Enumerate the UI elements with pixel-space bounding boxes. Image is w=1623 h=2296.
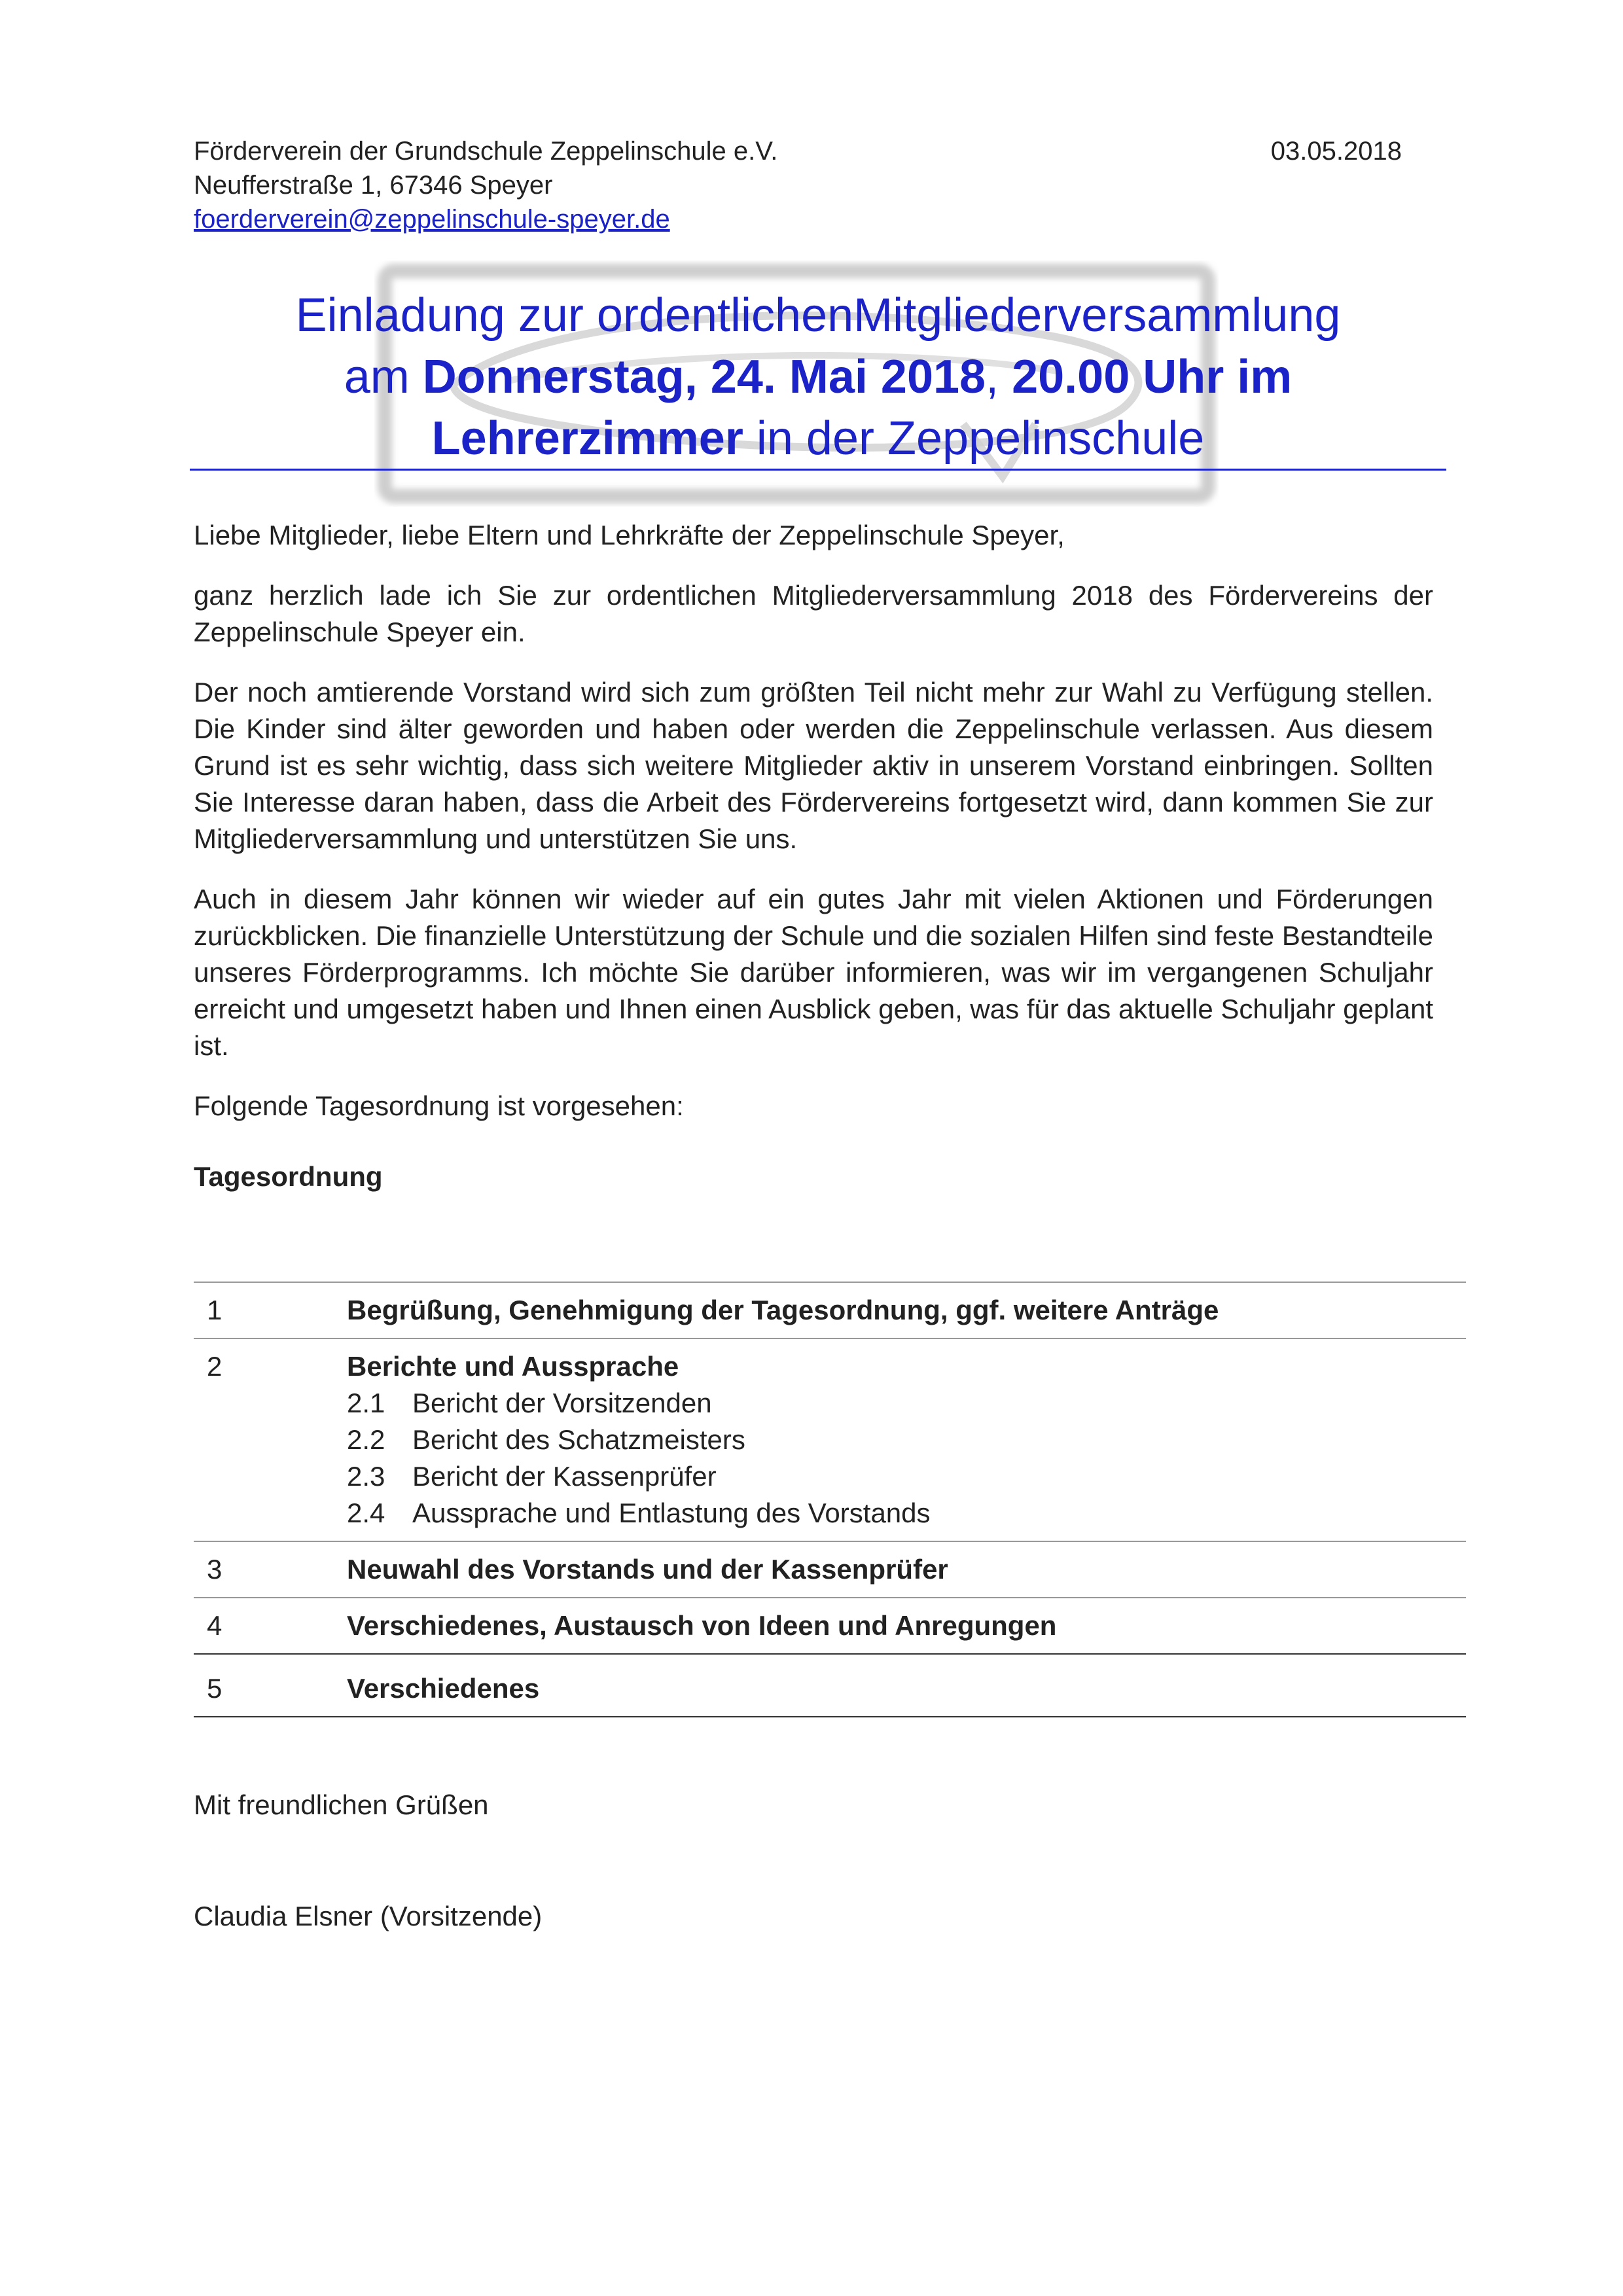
table-row [194,1654,1466,1717]
paragraph-3: Auch in diesem Jahr können wir wieder auf ein gutes Jahr mit vielen Aktionen und Förderungen zurückblicken. Die finanzielle Unterstützung der Schule und die sozialen Hilfen sind feste Bestandteile unseres Förderprogramms. Ich möchte Sie darüber informieren, was wir im vergangenen Schuljahr erreicht und umgesetzt haben und Ihnen einen Ausblick geben, was für das aktuelle Schuljahr geplant ist. [194,884,1433,1061]
agenda-subitem [347,1458,1466,1495]
title-location: Lehrerzimmer [431,412,743,465]
closing-salutation: Mit freundlichen Grüßen [194,1789,489,1820]
title-underline [190,469,1446,471]
letter-body [194,517,1433,1207]
signature: Claudia Elsner (Vorsitzende) [194,1901,543,1931]
paragraph-1: ganz herzlich lade ich Sie zur ordentlichen Mitgliederversammlung 2018 des Fördervereins der Zeppelinschule Speyer ein. [194,580,1433,647]
letter-header [194,134,1402,236]
agenda-number: 5 [194,1654,347,1717]
invitation-title [190,285,1446,469]
agenda-item-title: Begrüßung, Genehmigung der Tagesordnung, ggf. weitere Anträge [347,1295,1219,1325]
title-date: Donnerstag, 24. Mai 2018 [422,351,986,403]
agenda-subitem [347,1422,1466,1458]
agenda-number: 4 [194,1598,347,1654]
title-time: 20.00 Uhr im [1012,351,1293,403]
letter-date: 03.05.2018 [1270,137,1402,166]
agenda-item-title: Neuwahl des Vorstands und der Kassenprüfer [347,1554,948,1585]
paragraph-4: Folgende Tagesordnung ist vorgesehen: [194,1090,684,1121]
greeting: Liebe Mitglieder, liebe Eltern und Lehrkräfte der Zeppelinschule Speyer, [194,520,1065,550]
title-separator: , [986,351,1012,403]
agenda-table [194,1282,1466,1717]
table-row [194,1541,1466,1598]
agenda-heading: Tagesordnung [194,1161,383,1192]
table-row [194,1598,1466,1654]
agenda-subitem-text: Bericht des Schatzmeisters [412,1424,745,1455]
agenda-subitem-text: Aussprache und Entlastung des Vorstands [412,1498,931,1528]
agenda-subitem-number: 2.1 [347,1388,385,1418]
org-address: Neufferstraße 1, 67346 Speyer [194,171,553,200]
agenda-subitem-number: 2.4 [347,1498,385,1528]
paragraph-2: Der noch amtierende Vorstand wird sich zum größten Teil nicht mehr zur Wahl zu Verfügung stellen. Die Kinder sind älter geworden und haben oder werden die Zeppelinschule verlassen. Aus diesem Grund ist es sehr wichtig, dass sich weitere Mitglieder aktiv in unserem Vorstand einbringen. Sollten Sie Interesse daran haben, dass die Arbeit des Fördervereins fortgesetzt wird, dann kommen Sie zur Mitgliederversammlung und unterstützen Sie uns. [194,677,1433,854]
agenda-subitem-number: 2.2 [347,1424,385,1455]
agenda-subitem [347,1495,1466,1532]
title-line-3-rest: in der Zeppelinschule [743,412,1205,465]
agenda-subitem-text: Bericht der Vorsitzenden [412,1388,712,1418]
org-email-link[interactable]: foerderverein@zeppelinschule-speyer.de [194,205,670,234]
agenda-item-title: Verschiedenes, Austausch von Ideen und Anregungen [347,1610,1057,1641]
agenda-subitem-text: Bericht der Kassenprüfer [412,1461,717,1492]
agenda-number: 2 [194,1338,347,1541]
org-name: Förderverein der Grundschule Zeppelinschule e.V. [194,137,778,166]
table-row [194,1338,1466,1541]
agenda-subitem [347,1385,1466,1422]
table-row [194,1282,1466,1338]
agenda-number: 1 [194,1282,347,1338]
agenda-subitem-number: 2.3 [347,1461,385,1492]
title-line-1: Einladung zur ordentlichenMitgliederversammlung [295,289,1341,342]
agenda-item-title: Berichte und Aussprache [347,1351,679,1382]
title-line-2-prefix: am [344,351,423,403]
agenda-number: 3 [194,1541,347,1598]
agenda-item-title: Verschiedenes [347,1673,540,1704]
